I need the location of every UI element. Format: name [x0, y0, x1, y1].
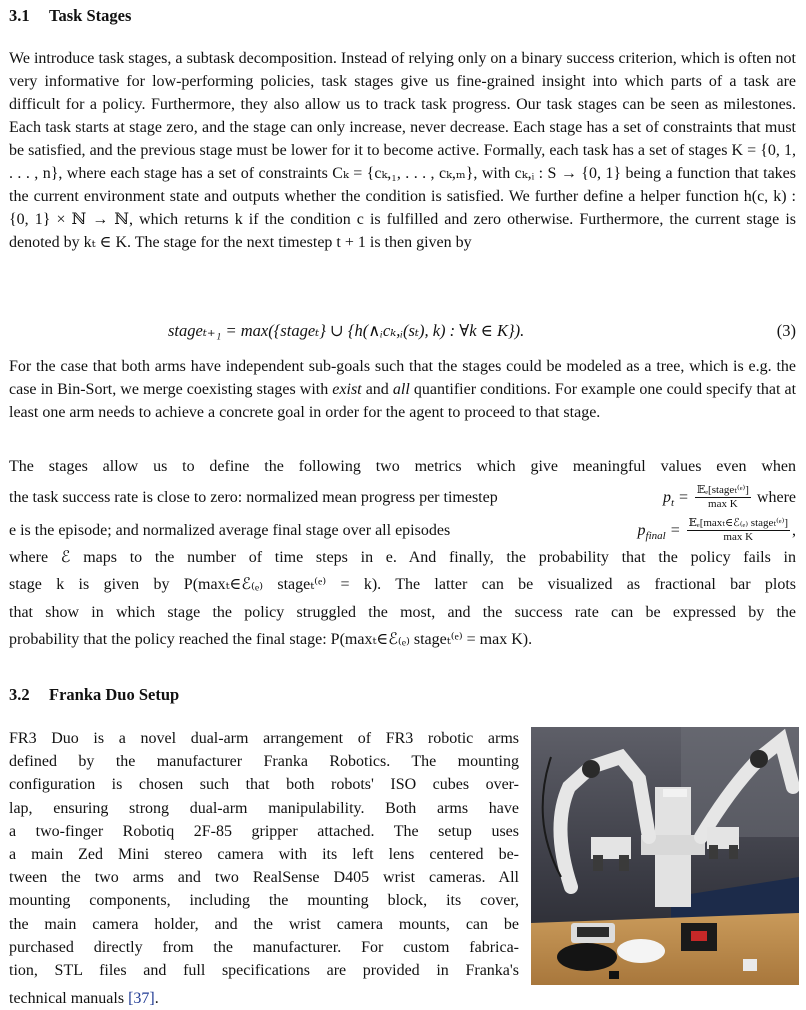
section-number: 3.1: [9, 6, 30, 25]
section-heading-3-2: [9, 683, 179, 706]
metrics-line-3: e is the episode; and normalized average final stage over all episodes $p_{final}$ = $\frac{\text{𝔼ₑ[maxₜ∈ℰ₍ₑ₎ stageₜ⁽ᵉ⁾]}}{\text{max K}}$ ,: [9, 516, 796, 543]
final-stage-numerator: 𝔼ₑ[maxₜ∈ℰ₍ₑ₎ stageₜ⁽ᵉ⁾]: [688, 516, 788, 529]
metrics-line-4: where ℰ maps to the number of time steps in e. And finally, the probability that the policy fails in: [9, 549, 796, 566]
last-line-period: .: [154, 990, 159, 1007]
franka-duo-line: a main Zed Mini stereo camera with its left lens centered be-: [9, 846, 519, 863]
last-line-text: technical manuals: [9, 990, 125, 1007]
final-stage-denominator: max K: [723, 530, 754, 543]
franka-duo-line: mounting components, including the mounting block, its cover,: [9, 892, 519, 910]
franka-duo-line: lap, ensuring strong dual-arm manipulability. Both arms have: [9, 799, 519, 817]
franka-duo-line: the main camera holder, and the wrist camera mounts, can be: [9, 915, 519, 933]
franka-duo-line: FR3 Duo is a novel dual-arm arrangement of FR3 robotic arms: [9, 730, 519, 747]
franka-duo-line: tion, STL files and full specifications are provided in Franka's: [9, 962, 519, 979]
term-all: all: [392, 381, 410, 398]
robot-setup-photo: [531, 727, 799, 985]
paragraph-task-stages-intro: We introduce task stages, a subtask decomposition. Instead of relying only on a binary success criterion, which is often not very informative for low-performing policies, task stages give us fine-grained insight into which parts of a task are difficult for a policy. Furthermore, they also allow us to track task progress. Our task stages can be seen as milestones. Each task starts at stage zero, and the stage can only increase, never decrease. Each stage has a set of constraints that must be satisfied, and the previous stage must be lower for it to become active. Formally, each task has a set of stages K = {0, 1, . . . , n}, where each stage has a set of constraints Cₖ = {cₖ,₁, . . . , cₖ,ₘ}, with cₖ,ᵢ : S → {0, 1} being a function that takes the current environment state and outputs whether the condition is satisfied. We further define a helper function h(c, k) : {0, 1} × ℕ → ℕ, which returns k if the condition c is fulfilled and zero otherwise. Furthermore, the current stage is denoted by kₜ ∈ K. The stage for the next timestep t + 1 is then given by: [9, 50, 796, 251]
section-heading-3-1: [9, 4, 131, 27]
equation-number: (3): [776, 321, 796, 340]
metrics-line-1: The stages allow us to define the following two metrics which give meaningful values even when: [9, 458, 796, 475]
term-exist: exist: [332, 381, 362, 398]
mean-progress-fraction: [695, 485, 751, 510]
franka-duo-line: configuration is chosen such that both robots' ISO cubes over-: [9, 776, 519, 794]
franka-duo-line: purchased directly from the manufacturer. For custom fabrica-: [9, 938, 519, 956]
section-number: 3.2: [9, 685, 30, 704]
metrics-line-2-where: where: [756, 488, 796, 506]
metrics-line-3-text: e is the episode; and normalized average final stage over all episodes: [9, 521, 451, 539]
final-stage-fraction: [687, 518, 791, 543]
mean-progress-numerator: 𝔼ₑ[stageₜ⁽ᵉ⁾]: [696, 483, 749, 496]
mean-progress-denominator: max K: [708, 497, 738, 510]
franka-duo-line: a two-finger Robotiq 2F-85 gripper attached. The setup uses: [9, 822, 519, 840]
paragraph-tree-stages: [9, 355, 796, 424]
equation-3: [0, 319, 806, 345]
franka-duo-last-line: [9, 987, 519, 1010]
para2-text-and: and: [365, 381, 389, 398]
section-title: Franka Duo Setup: [49, 685, 180, 704]
citation-link-37[interactable]: [37]: [128, 990, 155, 1007]
metrics-line-2: the task success rate is close to zero: normalized mean progress per timestep $p_t$ = $\frac{\text{𝔼ₑ[stageₜ⁽ᵉ⁾]}}{\text{max K}}$ where: [9, 483, 796, 510]
metrics-line-2-text: the task success rate is close to zero: normalized mean progress per timestep: [9, 488, 498, 506]
robot-photo-svg: [531, 727, 799, 985]
metrics-line-6: that show in which stage the policy struggled the most, and the success rate can be expressed by the: [9, 604, 796, 621]
franka-duo-line: tween the two arms and two RealSense D405 wrist cameras. All: [9, 869, 519, 887]
para2-text-b: quantifier conditions. For example one could specify that at least one arm needs to achieve a concrete goal in order for the agent to proceed to that stage.: [9, 381, 797, 421]
equation-body: stageₜ₊₁ = max({stageₜ} ∪ {h(∧ᵢcₖ,ᵢ(sₜ), k) : ∀k ∈ K}).: [168, 321, 525, 340]
franka-duo-line: defined by the manufacturer Franka Robotics. The mounting: [9, 753, 519, 771]
section-title: Task Stages: [49, 6, 132, 25]
metrics-line-7: probability that the policy reached the final stage: P(maxₜ∈ℰ₍ₑ₎ stageₜ⁽ᵉ⁾ = max K).: [9, 631, 533, 648]
metrics-line-5: stage k is given by P(maxₜ∈ℰ₍ₑ₎ stageₜ⁽ᵉ⁾ = k). The latter can be visualized as fractional bar plots: [9, 576, 796, 593]
para2-text-a: For the case that both arms have independent sub-goals such that the stages could be modeled as a tree, which is e.g. the case in Bin-Sort, we merge coexisting stages with: [9, 358, 796, 398]
